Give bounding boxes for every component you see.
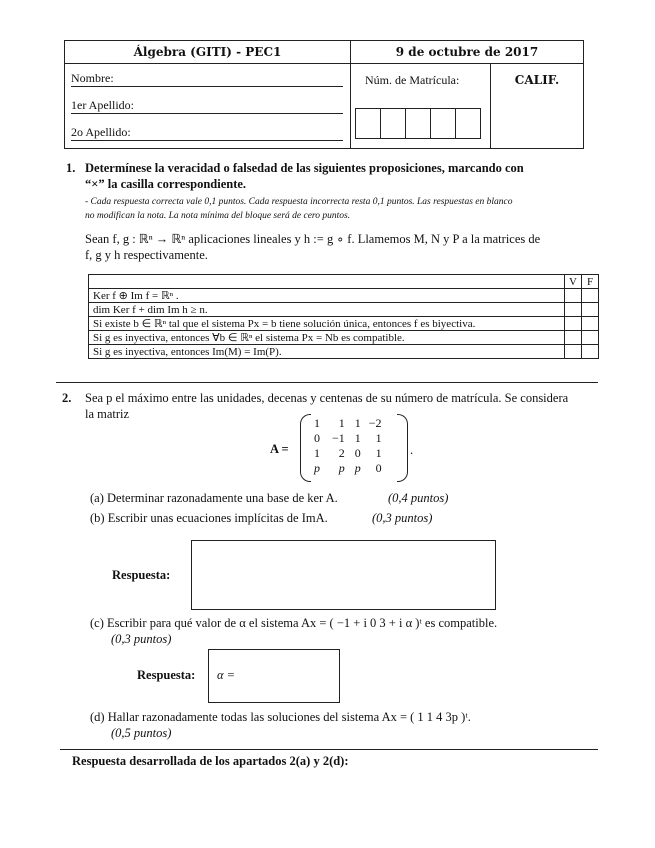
q2-intro-1: Sea p el máximo entre las unidades, decenas y centenas de su número de matrícula. Se considera (85, 391, 569, 405)
answer-box-alpha[interactable] (208, 649, 340, 703)
true-checkbox[interactable] (565, 303, 582, 317)
matricula-boxes[interactable] (356, 108, 481, 139)
exam-date: 9 de octubre de 2017 (395, 45, 539, 59)
part-c: (c) Escribir para qué valor de α el sistema Ax = ( −1 + i 0 3 + i α )ᵗ es compatible. (90, 616, 498, 630)
q1-intro-1: Sean f, g : ℝⁿ → ℝⁿ aplicaciones lineales y h := g ∘ f. Llamemos M, N y P a la matrices de (85, 232, 541, 246)
true-false-table (88, 274, 599, 359)
table-row (89, 345, 599, 359)
table-row (89, 303, 599, 317)
first-surname-field[interactable]: 1er Apellido: (71, 98, 343, 114)
false-checkbox[interactable] (582, 331, 599, 345)
q2-intro-2: la matriz (85, 407, 130, 421)
false-checkbox[interactable] (582, 317, 599, 331)
course-title: Álgebra (GITI) - PEC1 (133, 45, 282, 59)
statement: dim Ker f + dim Im h ≥ n. (89, 303, 565, 317)
q2-number: 2. (62, 391, 72, 405)
table-header-row (89, 275, 599, 289)
section-divider (56, 382, 598, 383)
answer-label-ab: Respuesta: (112, 568, 171, 582)
statement: Si g es inyectiva, entonces Im(M) = Im(P). (89, 345, 565, 359)
matrix-period: . (410, 443, 414, 457)
answer-box-ab[interactable] (191, 540, 496, 610)
true-checkbox[interactable] (565, 345, 582, 359)
q1-number: 1. (66, 161, 76, 175)
q1-intro-2: f, g y h respectivamente. (85, 248, 208, 262)
part-d-points: (0,5 puntos) (111, 726, 172, 740)
statement: Ker f ⊕ Im f = ℝⁿ . (89, 289, 565, 303)
section-divider-2 (60, 749, 598, 750)
part-b: (b) Escribir unas ecuaciones implícitas de ImA. (90, 511, 328, 525)
name-field[interactable]: Nombre: (71, 71, 343, 87)
true-checkbox[interactable] (565, 289, 582, 303)
part-a-points: (0,4 puntos) (388, 491, 449, 505)
part-b-points: (0,3 puntos) (372, 511, 433, 525)
exam-header (64, 40, 584, 149)
table-row (89, 289, 599, 303)
alpha-label: α = (217, 668, 236, 682)
col-false: F (582, 275, 599, 289)
developed-answer-label: Respuesta desarrollada de los apartados 2(a) y 2(d): (72, 754, 349, 768)
q1-title-2: “×” la casilla correspondiente. (85, 177, 247, 191)
q1-title: Determínese la veracidad o falsedad de las siguientes proposiciones, marcando con (85, 161, 524, 175)
statement: Si existe b ∈ ℝⁿ tal que el sistema Px = b tiene solución única, entonces f es biyectiva. (89, 317, 565, 331)
q1-note-1: - Cada respuesta correcta vale 0,1 puntos. Cada respuesta incorrecta resta 0,1 puntos. Las respuestas en blanco (85, 197, 513, 207)
q1-note-2: no modifican la nota. La nota mínima del bloque será de cero puntos. (85, 211, 351, 221)
answer-label-c: Respuesta: (137, 668, 196, 682)
matrix-A: 1 1 1 −2 0 −1 1 1 1 2 0 1 p p p 0 (300, 416, 408, 482)
grade-label: CALIF. (514, 73, 560, 87)
table-row (89, 331, 599, 345)
false-checkbox[interactable] (582, 289, 599, 303)
true-checkbox[interactable] (565, 331, 582, 345)
col-true: V (565, 275, 582, 289)
part-d: (d) Hallar razonadamente todas las soluciones del sistema Ax = ( 1 1 4 3p )ᵗ. (90, 710, 471, 724)
true-checkbox[interactable] (565, 317, 582, 331)
false-checkbox[interactable] (582, 303, 599, 317)
false-checkbox[interactable] (582, 345, 599, 359)
part-c-points: (0,3 puntos) (111, 632, 172, 646)
second-surname-field[interactable]: 2o Apellido: (71, 125, 343, 141)
matricula-label: Núm. de Matrícula: (365, 73, 460, 87)
part-a: (a) Determinar razonadamente una base de ker A. (90, 491, 338, 505)
matrix-label: A = (270, 442, 289, 456)
table-row (89, 317, 599, 331)
statement: Si g es inyectiva, entonces ∀b ∈ ℝⁿ el sistema Px = Nb es compatible. (89, 331, 565, 345)
